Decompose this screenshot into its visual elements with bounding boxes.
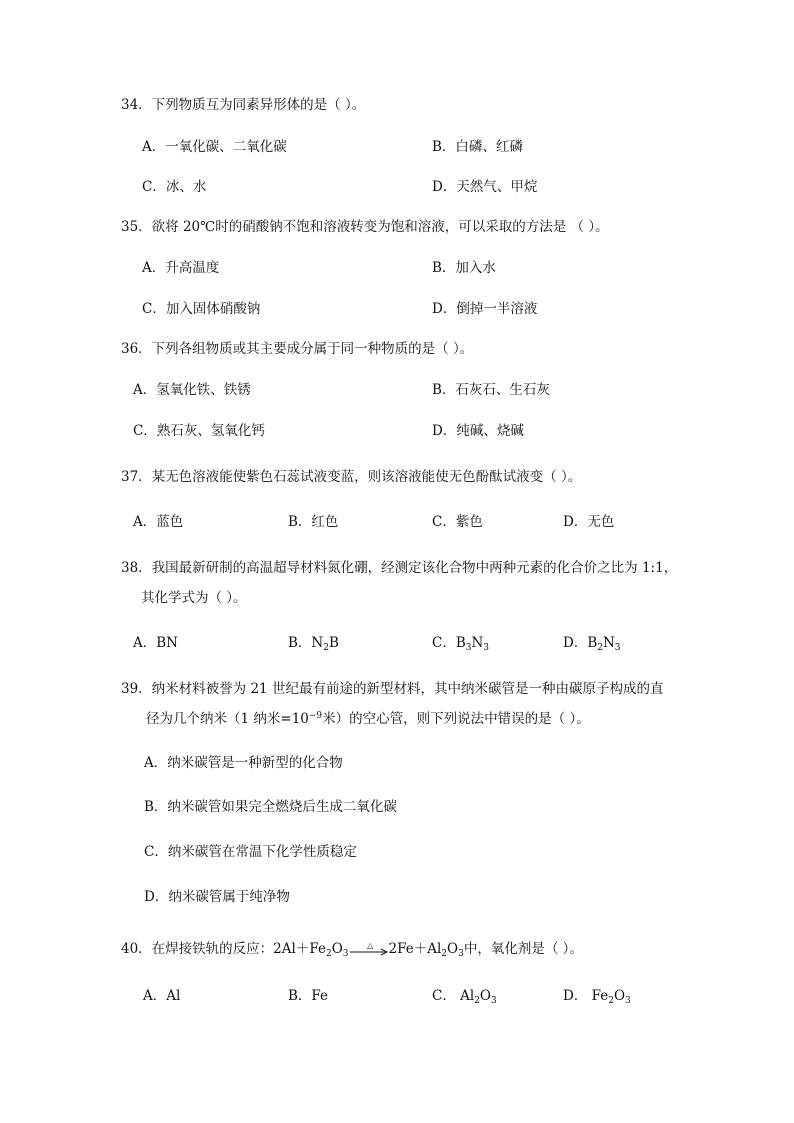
q38-c-mid: N — [471, 635, 484, 651]
q38-option-c — [432, 634, 489, 652]
question-36-stem: 36．下列各组物质或其主要成分属于同一种物质的是（ ）。 — [121, 341, 474, 357]
q34-option-c: C．冰、水 — [142, 179, 207, 195]
q40-stem-prefix: 40．在焊接铁轨的反应：2Al＋Fe — [121, 941, 326, 957]
q40-product: 2Fe＋Al — [388, 941, 442, 957]
q38-option-b — [288, 634, 339, 652]
question-38-stem-line2: 其化学式为（ ）。 — [141, 590, 247, 606]
q38-b-sub: 2 — [323, 643, 329, 653]
q37-option-b: B．红色 — [288, 514, 339, 530]
q40-option-a: A．Al — [143, 988, 181, 1004]
q37-option-c: C．紫色 — [432, 514, 483, 530]
q40-o2: O — [447, 941, 459, 957]
q34-option-b: B．白磷、红磷 — [432, 139, 523, 155]
q38-d-sub1: 2 — [597, 643, 603, 653]
q40-option-d — [563, 987, 631, 1005]
q36-option-d: D．纯碱、烧碱 — [432, 423, 524, 439]
q34-option-a: A．一氧化碳、二氧化碳 — [142, 139, 287, 155]
q36-option-a: A．氢氧化铁、铁锈 — [133, 382, 251, 398]
q38-c-sub1: 3 — [465, 643, 472, 653]
q37-option-d: D．无色 — [563, 514, 615, 530]
q40-c-sub2: 3 — [491, 996, 497, 1006]
q38-option-d — [563, 634, 621, 652]
q40-d-sub2: 3 — [625, 996, 631, 1006]
q40-c-sub1: 2 — [474, 996, 480, 1006]
q39-option-b: B．纳米碳管如果完全燃烧后生成二氧化碳 — [144, 799, 397, 815]
question-39-stem-line2 — [146, 710, 590, 728]
q40-o1: O — [331, 941, 343, 957]
q38-b-prefix: B．N — [288, 635, 324, 651]
q40-d-sub1: 2 — [608, 996, 614, 1006]
q38-c-sub2: 3 — [483, 643, 490, 653]
q40-arrow-condition: △ — [366, 941, 373, 950]
q40-sub-a: 2 — [325, 949, 332, 959]
q39-option-c: C．纳米碳管在常温下化学性质稳定 — [144, 844, 357, 860]
q38-c-prefix: C．B — [432, 635, 466, 651]
q35-option-d: D．倒掉一半溶液 — [432, 301, 538, 317]
q37-option-a: A．蓝色 — [133, 514, 184, 530]
question-39-stem-line1: 39．纳米材料被誉为 21 世纪最有前途的新型材料，其中纳米碳管是一种由碳原子构成的直 — [121, 681, 664, 697]
q39-option-d: D．纳米碳管属于纯净物 — [144, 889, 290, 905]
q36-option-b: B．石灰石、生石灰 — [432, 382, 550, 398]
q35-option-a: A．升高温度 — [142, 260, 220, 276]
q38-d-mid: N — [602, 635, 615, 651]
q38-d-prefix: D．B — [563, 635, 598, 651]
q40-c-mid: O — [479, 988, 491, 1004]
q39-line2-sup: −9 — [308, 711, 323, 721]
q40-sub-d: 3 — [458, 949, 464, 959]
q40-d-mid: O — [613, 988, 626, 1004]
q40-stem-suffix: 中，氧化剂是（ ）。 — [463, 941, 583, 957]
q36-option-c: C．熟石灰、氢氧化钙 — [133, 423, 265, 439]
q39-line2-prefix: 径为几个纳米（1 纳米=10 — [146, 711, 309, 727]
question-37-stem: 37．某无色溶液能使紫色石蕊试液变蓝，则该溶液能使无色酚酞试液变（ ）。 — [121, 469, 582, 485]
question-35-stem: 35．欲将 20℃时的硝酸钠不饱和溶液转变为饱和溶液，可以采取的方法是 （ ）。 — [121, 219, 609, 235]
q34-option-d: D．天然气、甲烷 — [432, 179, 538, 195]
q40-option-b: B．Fe — [288, 988, 329, 1004]
q39-line2-suffix: 米）的空心管，则下列说法中错误的是（ ）。 — [322, 711, 590, 727]
q40-c-prefix: C． Al — [432, 988, 475, 1004]
q35-option-b: B．加入水 — [432, 260, 496, 276]
q38-d-sub2: 3 — [614, 643, 621, 653]
q38-b-suffix: B — [328, 635, 339, 651]
q40-d-prefix: D． Fe — [563, 988, 609, 1004]
question-40-stem — [121, 940, 583, 958]
question-38-stem-line1: 38．我国最新研制的高温超导材料氮化硼，经测定该化合物中两种元素的化合价之比为 1:1， — [121, 560, 678, 576]
q40-option-c — [432, 987, 497, 1005]
q39-option-a: A．纳米碳管是一种新型的化合物 — [144, 755, 343, 771]
q40-sub-b: 3 — [342, 949, 349, 959]
q40-sub-c: 2 — [441, 949, 448, 959]
q35-option-c: C．加入固体硝酸钠 — [142, 301, 261, 317]
reaction-arrow-icon — [349, 941, 389, 955]
q38-option-a: A．BN — [133, 635, 178, 651]
question-34-stem: 34．下列物质互为同素异形体的是（ ）。 — [121, 97, 366, 113]
